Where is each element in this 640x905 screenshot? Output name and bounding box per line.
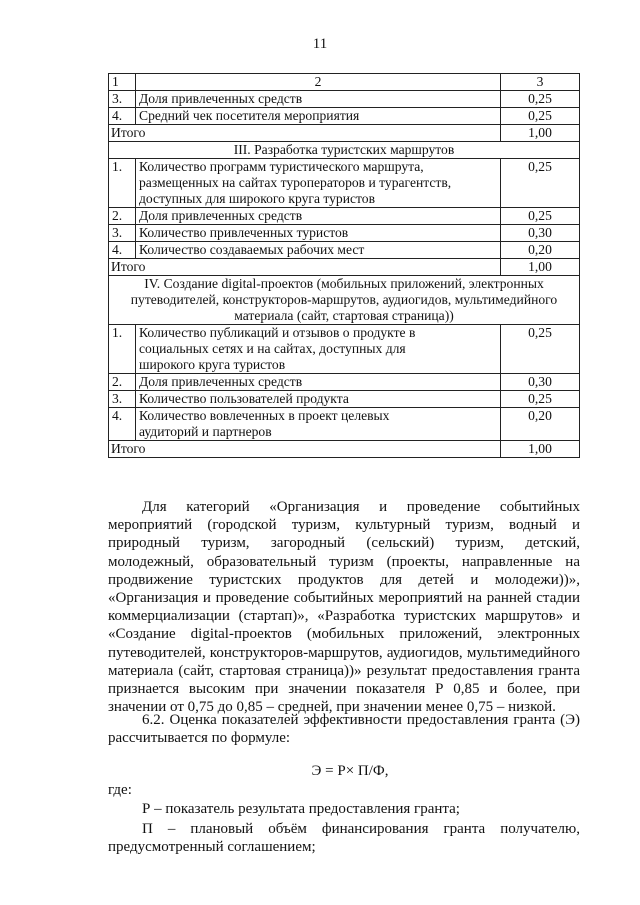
formula: Э = Р× П/Ф,: [311, 763, 389, 779]
table-row: [109, 242, 580, 259]
row-number: 4.: [109, 108, 136, 125]
total-value: 1,00: [501, 259, 580, 276]
indicator-text: Количество создаваемых рабочих мест: [139, 242, 365, 257]
table-row: [109, 159, 580, 208]
table-row: [109, 276, 580, 325]
section-heading-text: материала (сайт, стартовая страница)): [234, 308, 454, 323]
row-indicator: [136, 208, 501, 225]
row-weight: 0,20: [501, 242, 580, 259]
header-cell: 3: [501, 74, 580, 91]
section-heading: [109, 142, 580, 159]
definition-p: Р – показатель результата предоставления гранта;: [142, 801, 460, 817]
where-label: где:: [108, 782, 132, 798]
page-number: 11: [312, 36, 328, 52]
section-heading-text: путеводителей, конструкторов-маршрутов, аудиогидов, мультимедийного: [130, 292, 558, 307]
table-row: [109, 325, 580, 374]
row-weight: 0,25: [501, 159, 580, 208]
indicator-text: Количество пользователей продукта: [139, 391, 349, 406]
row-number: 4.: [109, 408, 136, 441]
row-weight: 0,25: [501, 91, 580, 108]
row-weight: 0,25: [501, 108, 580, 125]
section-heading: [109, 276, 580, 325]
paragraph-criteria: Для категорий «Организация и проведение событийных мероприятий (городской туризм, культурный туризм, водный и природный туризм, загородный (сельский) туризм, детский, молодежный, образовательный туризм (проекты, направленные на продвижение туристских продуктов для детей и молодежи))», «Организация и проведение событийных мероприятий на ранней стадии коммерциализации (стартап)», «Разработка туристских маршрутов» и «Создание digital-проектов (мобильных приложений, электронных путеводителей, конструкторов-маршрутов, аудиогидов, мультимедийного материала (сайт, стартовая страница))» результат предоставления гранта признается высоким при значении показателя Р 0,85 и более, при значении от 0,75 до 0,85 – средней, при значении менее 0,75 – низкой.: [108, 499, 580, 716]
table-header-row: [109, 74, 580, 91]
table-row: [109, 142, 580, 159]
row-weight: 0,30: [501, 374, 580, 391]
row-weight: 0,20: [501, 408, 580, 441]
row-weight: 0,25: [501, 391, 580, 408]
row-number: 4.: [109, 242, 136, 259]
row-number: 3.: [109, 391, 136, 408]
row-weight: 0,25: [501, 325, 580, 374]
row-indicator: [136, 91, 501, 108]
indicator-text: социальных сетях и на сайтах, доступных для: [139, 341, 406, 356]
table-row: [109, 391, 580, 408]
row-indicator: [136, 242, 501, 259]
row-weight: 0,25: [501, 208, 580, 225]
row-indicator: [136, 408, 501, 441]
table-row: [109, 91, 580, 108]
row-indicator: [136, 225, 501, 242]
table-row: [109, 374, 580, 391]
table-row: [109, 259, 580, 276]
table-row: [109, 408, 580, 441]
row-indicator: [136, 391, 501, 408]
indicator-text: размещенных на сайтах туроператоров и турагентств,: [139, 175, 452, 190]
indicator-table: [108, 73, 580, 458]
row-number: 1.: [109, 159, 136, 208]
table-row: [109, 125, 580, 142]
row-number: 1.: [109, 325, 136, 374]
section-heading-text: III. Разработка туристских маршрутов: [233, 142, 455, 157]
paragraph-efficiency: 6.2. Оценка показателей эффективности предоставления гранта (Э) рассчитывается по формуле:: [108, 712, 580, 747]
table-row: [109, 108, 580, 125]
table-row: [109, 208, 580, 225]
indicator-text: Средний чек посетителя мероприятия: [139, 108, 360, 123]
header-cell: 1: [109, 74, 136, 91]
indicator-text: Количество программ туристического маршрута,: [139, 159, 424, 174]
row-indicator: [136, 325, 501, 374]
total-label: Итого: [109, 441, 501, 458]
indicator-text: аудиторий и партнеров: [139, 424, 272, 439]
indicator-text: Количество публикаций и отзывов о продукте в: [139, 325, 416, 340]
total-value: 1,00: [501, 125, 580, 142]
row-indicator: [136, 159, 501, 208]
indicator-text: широкого круга туристов: [139, 357, 286, 372]
row-number: 3.: [109, 225, 136, 242]
table-row: [109, 225, 580, 242]
total-label: Итого: [109, 259, 501, 276]
row-indicator: [136, 374, 501, 391]
indicator-text: доступных для широкого круга туристов: [139, 191, 376, 206]
total-value: 1,00: [501, 441, 580, 458]
row-number: 2.: [109, 374, 136, 391]
table-row: [109, 441, 580, 458]
indicator-text: Доля привлеченных средств: [139, 91, 303, 106]
indicator-text: Количество вовлеченных в проект целевых: [139, 408, 390, 423]
indicator-text: Доля привлеченных средств: [139, 208, 303, 223]
definition-pi: П – плановый объём финансирования гранта получателю, предусмотренный соглашением;: [108, 821, 580, 856]
row-indicator: [136, 108, 501, 125]
indicator-text: Количество привлеченных туристов: [139, 225, 349, 240]
row-number: 2.: [109, 208, 136, 225]
header-cell: 2: [136, 74, 501, 91]
row-number: 3.: [109, 91, 136, 108]
section-heading-text: IV. Создание digital-проектов (мобильных приложений, электронных: [144, 276, 544, 291]
total-label: Итого: [109, 125, 501, 142]
indicator-text: Доля привлеченных средств: [139, 374, 303, 389]
row-weight: 0,30: [501, 225, 580, 242]
